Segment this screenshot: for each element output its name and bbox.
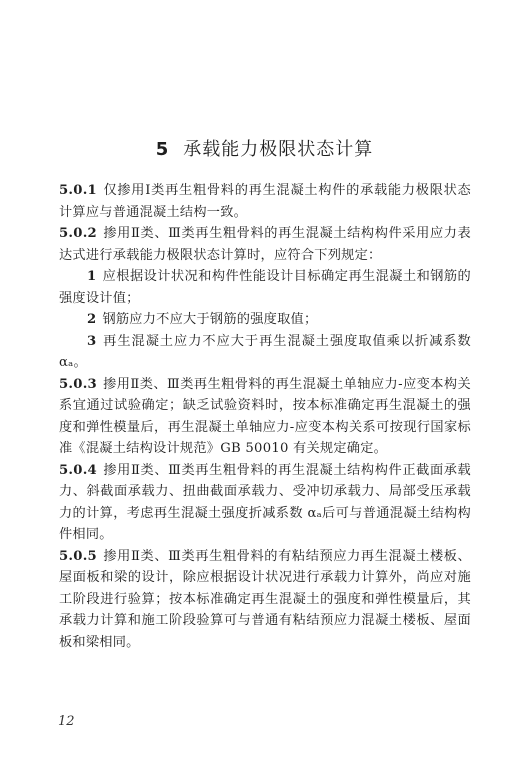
item-number: 3 [87, 333, 97, 349]
clause-item [59, 309, 471, 331]
item-text: 钢筋应力不应大于钢筋的强度取值； [102, 312, 318, 327]
chapter-heading [0, 135, 529, 161]
clause-text: 掺用Ⅱ类、Ⅲ类再生粗骨料的再生混凝土结构构件正截面承载力、斜截面承载力、扭曲截面承载力、受冲切承载力、局部受压承载力的计算，考虑再生混凝土强度折减系数 αₐ后可与普通混凝土结构构件相同。 [59, 462, 471, 542]
chapter-title: 承载能力极限状态计算 [183, 139, 374, 160]
chapter-body [59, 180, 471, 653]
clause-number: 5.0.2 [59, 226, 97, 241]
chapter-number: 5 [155, 139, 170, 160]
clause-number: 5.0.3 [59, 376, 97, 392]
item-text: 应根据设计状况和构件性能设计目标确定再生混凝土和钢筋的强度设计值； [59, 269, 471, 306]
item-text: 再生混凝土应力不应大于再生混凝土强度取值乘以折减系数 αₐ。 [59, 333, 471, 370]
clause-5-0-4 [59, 460, 471, 546]
clause-text: 仅掺用Ⅰ类再生粗骨料的再生混凝土构件的承载能力极限状态计算应与普通混凝土结构一致。 [59, 183, 471, 220]
clause-text: 掺用Ⅱ类、Ⅲ类再生粗骨料的有粘结预应力再生混凝土楼板、屋面板和梁的设计，除应根据设计状况进行承载力计算外，尚应对施工阶段进行验算；按本标准确定再生混凝土的强度和弹性模量后，其承载力计算和施工阶段验算可与普通有粘结预应力混凝土楼板、屋面板和梁相同。 [59, 548, 471, 650]
item-number: 2 [87, 312, 97, 327]
clause-number: 5.0.1 [59, 183, 97, 198]
clause-text: 掺用Ⅱ类、Ⅲ类再生粗骨料的再生混凝土结构构件采用应力表达式进行承载能力极限状态计算时，应符合下列规定： [59, 226, 471, 263]
clause-item [59, 331, 471, 374]
item-number: 1 [87, 269, 97, 284]
clause-5-0-1 [59, 180, 471, 223]
clause-number: 5.0.5 [59, 548, 97, 564]
clause-text: 掺用Ⅱ类、Ⅲ类再生粗骨料的再生混凝土单轴应力-应变本构关系宜通过试验确定；缺乏试验资料时，按本标准确定再生混凝土的强度和弹性模量后，再生混凝土单轴应力-应变本构关系可按现行国家标准《混凝土结构设计规范》GB 50010 有关规定确定。 [59, 376, 471, 456]
page-number: 12 [58, 714, 75, 729]
clause-5-0-2 [59, 223, 471, 266]
clause-item [59, 266, 471, 309]
clause-5-0-5 [59, 546, 471, 654]
clause-number: 5.0.4 [59, 462, 97, 478]
clause-5-0-3 [59, 374, 471, 460]
